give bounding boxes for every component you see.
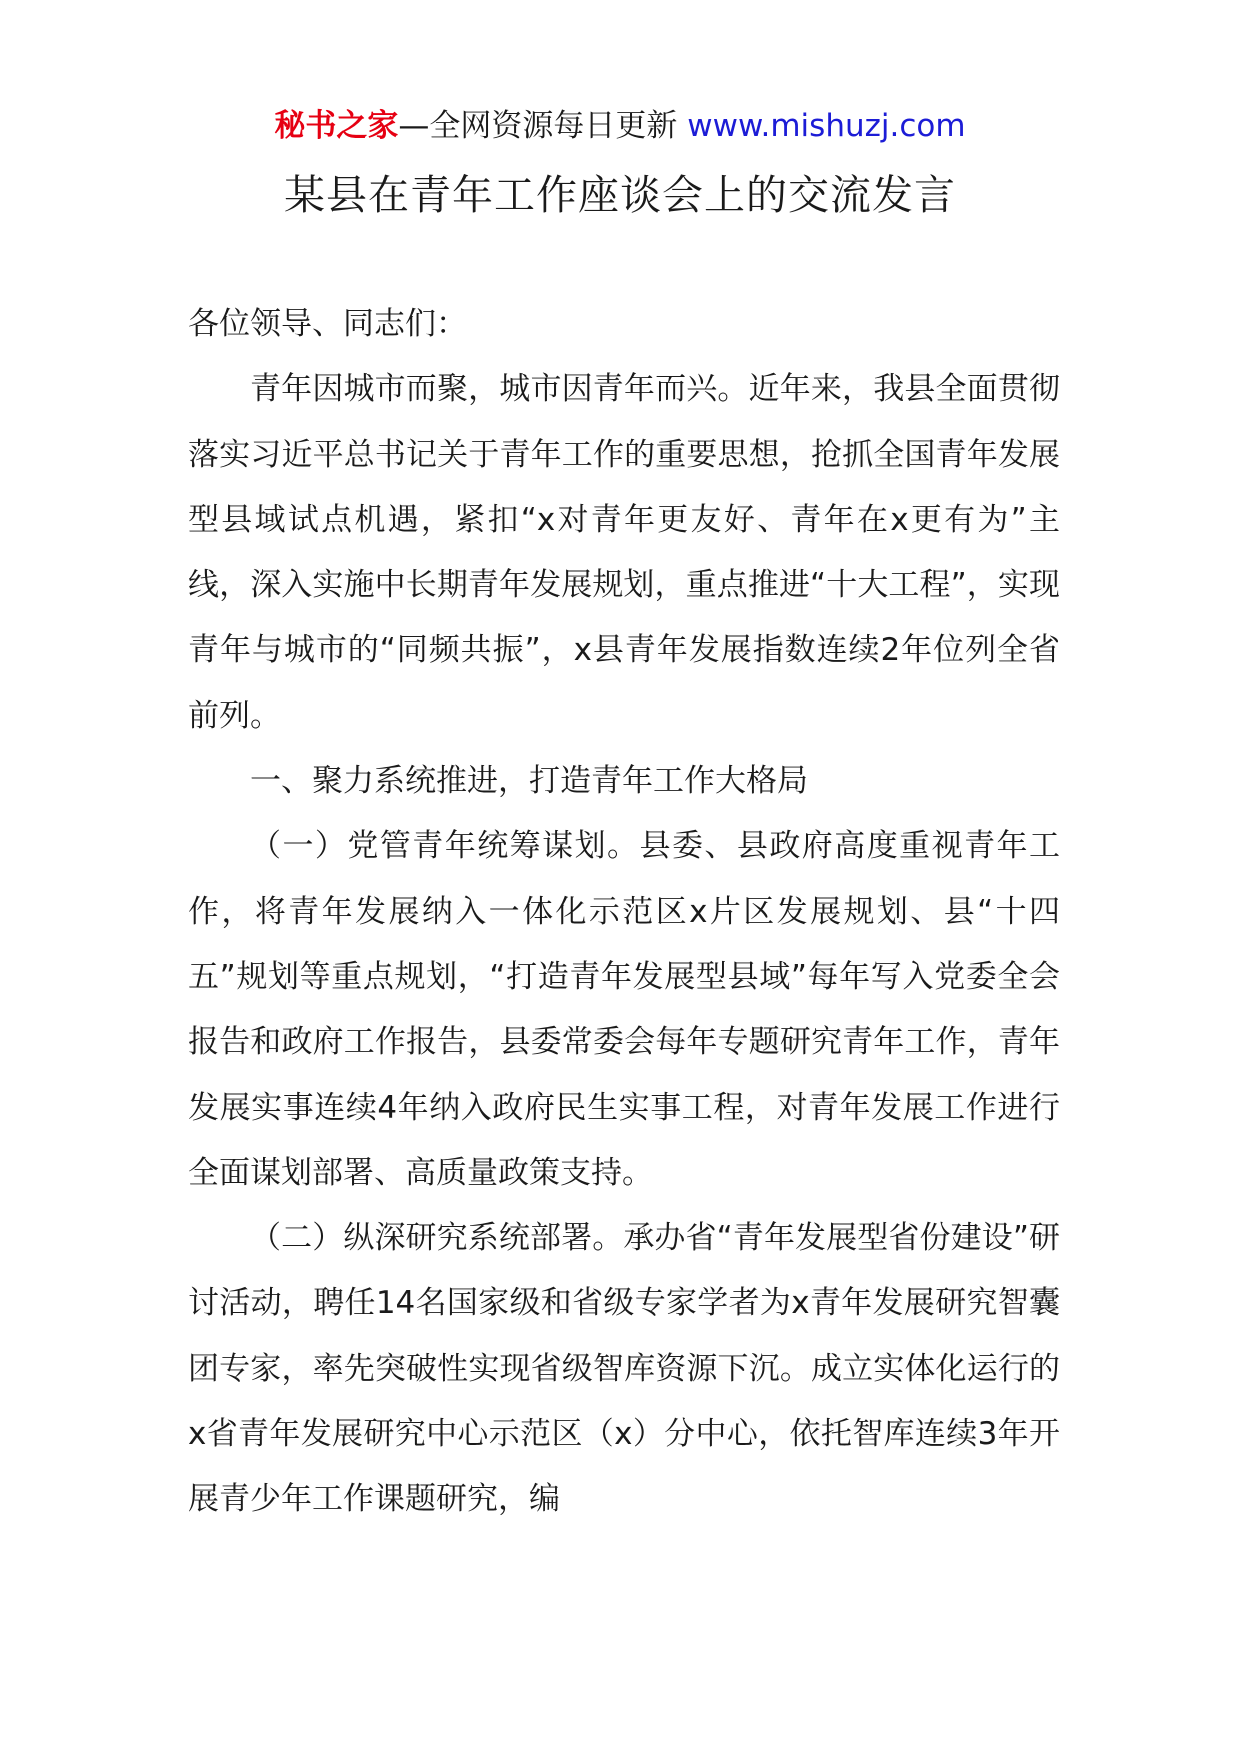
site-url-link[interactable]: www.mishuzj.com [687,108,966,144]
site-tagline: —全网资源每日更新 [398,108,688,144]
paragraph-intro: 青年因城市而聚，城市因青年而兴。近年来，我县全面贯彻落实习近平总书记关于青年工作的重要思想，抢抓全国青年发展型县域试点机遇，紧扣“x对青年更友好、青年在x更有为”主线，深入实施中长期青年发展规划，重点推进“十大工程”，实现青年与城市的“同频共振”，x县青年发展指数连续2年位列全省前列。 [188,371,1060,734]
paragraph-subsection-1: （一）党管青年统筹谋划。县委、县政府高度重视青年工作，将青年发展纳入一体化示范区x片区发展规划、县“十四五”规划等重点规划，“打造青年发展型县域”每年写入党委全会报告和政府工作报告，县委常委会每年专题研究青年工作，青年发展实事连续4年纳入政府民生实事工程，对青年发展工作进行全面谋划部署、高质量政策支持。 [188,828,1060,1191]
paragraph-subsection-2: （二）纵深研究系统部署。承办省“青年发展型省份建设”研讨活动，聘任14名国家级和省级专家学者为x青年发展研究智囊团专家，率先突破性实现省级智库资源下沉。成立实体化运行的x省青年发展研究中心示范区（x）分中心，依托智库连续3年开展青少年工作课题研究，编 [188,1220,1060,1518]
document-title: 某县在青年工作座谈会上的交流发言 [284,171,956,219]
site-header [0,104,1240,148]
document-body [188,292,1060,1533]
brand-name: 秘书之家 [274,108,399,144]
section-heading-1: 一、聚力系统推进，打造青年工作大格局 [250,763,808,800]
salutation: 各位领导、同志们： [188,306,467,342]
